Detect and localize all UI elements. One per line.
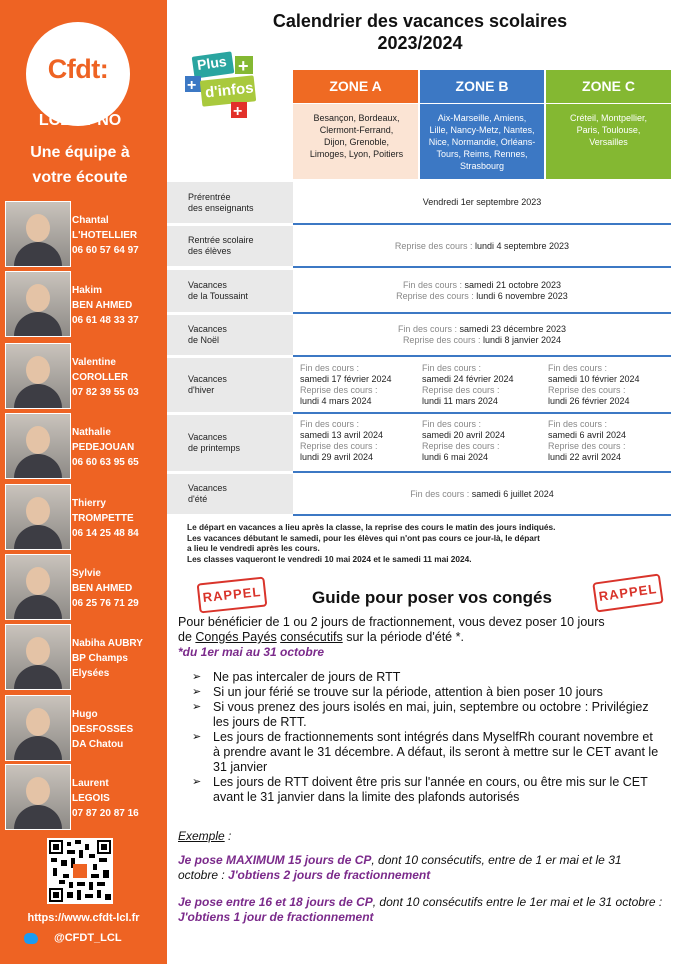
note-line: Le départ en vacances a lieu après la classe, la reprise des cours le matin des jours indiqués. xyxy=(187,522,556,532)
row-label-rentree: Rentrée scolaire des élèves xyxy=(167,226,293,266)
date-text: samedi 6 juillet 2024 xyxy=(471,488,554,499)
contact-line: 06 60 57 64 97 xyxy=(72,245,139,256)
end-label: Fin des cours : xyxy=(402,280,462,290)
twitter-link[interactable] xyxy=(24,932,122,944)
hiver-zone-c: Fin des cours : samedi 10 février 2024 Reprise des cours : lundi 26 février 2024 xyxy=(548,363,640,406)
avatar xyxy=(5,271,71,337)
contact-line: 06 61 48 33 37 xyxy=(72,315,139,326)
contact-line: 06 25 76 71 29 xyxy=(72,598,139,609)
end-label: Fin des cours : xyxy=(397,324,457,334)
printemps-zone-c: Fin des cours : samedi 6 avril 2024 Reprise des cours : lundi 22 avril 2024 xyxy=(548,419,627,462)
contact-line: BEN AHMED xyxy=(72,583,133,594)
contact-line: DA Chatou xyxy=(72,739,124,750)
contact-line: LEGOIS xyxy=(72,793,110,804)
contact-line: Thierry xyxy=(72,498,106,509)
contact-line: Laurent xyxy=(72,778,109,789)
contact-card xyxy=(3,413,163,479)
calendar-notes xyxy=(187,522,657,564)
zone-a-cities: Besançon, Bordeaux, Clermont-Ferrand, Dijon, Grenoble, Limoges, Lyon, Poitiers xyxy=(293,104,418,179)
date-text: lundi 4 septembre 2023 xyxy=(474,240,570,251)
row-label-prerentree: Prérentrée des enseignants xyxy=(167,182,293,223)
contact-card xyxy=(3,764,163,830)
contact-line: DESFOSSES xyxy=(72,724,134,735)
contact-card xyxy=(3,554,163,620)
example-label: Exemple xyxy=(178,829,225,843)
guide-title: Guide pour poser vos congés xyxy=(312,588,552,607)
contact-line: BP Champs xyxy=(72,653,128,664)
date-text: samedi 21 octobre 2023 xyxy=(464,280,562,290)
zone-c-header: ZONE C xyxy=(546,70,671,103)
page-subtitle: 2023/2024 xyxy=(377,33,463,53)
website-link[interactable]: https://www.cfdt-lcl.fr xyxy=(27,912,140,924)
contact-line: BEN AHMED xyxy=(72,300,133,311)
plus-text: Plus xyxy=(196,53,228,73)
tagline-1: Une équipe à xyxy=(30,144,130,161)
zone-b-cities: Aix-Marseille, Amiens, Lille, Nancy-Metz, Nantes, Nice, Normandie, Orléans-Tours, Reims, Rennes, Strasbourg xyxy=(420,104,544,179)
contact-line: COROLLER xyxy=(72,372,129,383)
row-label-ete: Vacances d'été xyxy=(167,474,293,514)
hiver-zone-a: Fin des cours : samedi 17 février 2024 Reprise des cours : lundi 4 mars 2024 xyxy=(300,363,392,406)
row-value-prerentree xyxy=(293,182,671,225)
tagline-2: votre écoute xyxy=(32,169,128,186)
rappel-stamp-left: RAPPEL xyxy=(197,577,268,614)
example-heading: Exemple : xyxy=(178,829,232,843)
cfdt-logo xyxy=(26,22,130,126)
note-line: Les vacances débutant le samedi, pour les élèves qui n'ont pas cours ce jour-là, le départ xyxy=(187,532,540,543)
resume-label: Reprise des cours : xyxy=(396,291,474,301)
row-value-noel xyxy=(293,315,671,357)
list-item: ➢ Si un jour férié se trouve sur la période, attention à bien poser 10 jours xyxy=(188,685,663,700)
row-label-noel: Vacances de Noël xyxy=(167,315,293,355)
zone-c-cities: Créteil, Montpellier, Paris, Toulouse, Versailles xyxy=(546,104,671,179)
printemps-zone-a: Fin des cours : samedi 13 avril 2024 Reprise des cours : lundi 29 avril 2024 xyxy=(300,419,384,462)
contact-line: TROMPETTE xyxy=(72,513,134,524)
example-1: Je pose MAXIMUM 15 jours de CP, dont 10 consécutifs, entre de 1 er mai et le 31 octobre : J'obtiens 2 jours de fractionnement xyxy=(178,853,622,882)
resume-label: Reprise des cours : xyxy=(402,335,481,345)
row-value-toussaint xyxy=(293,270,671,314)
row-label-toussaint: Vacances de la Toussaint xyxy=(167,270,293,312)
list-item: ➢ Si vous prenez des jours isolés en mai, juin, septembre ou octobre : Privilégiez les jours de RTT. xyxy=(188,700,663,730)
list-item: ➢ Ne pas intercaler de jours de RTT xyxy=(188,670,663,685)
contact-card xyxy=(3,624,163,690)
contact-line: Nathalie xyxy=(72,427,111,438)
intro-line: Pour bénéficier de 1 ou 2 jours de fractionnement, vous devez poser 10 jours xyxy=(178,615,605,629)
contact-line: 06 14 25 48 84 xyxy=(72,528,139,539)
list-item: ➢ Les jours de RTT doivent être pris sur l'année en cours, ou être mis sur le CET avant le 31 janvier dans la limite des plafonds autorisés xyxy=(188,775,663,805)
contact-card xyxy=(3,484,163,550)
twitter-handle: @CFDT_LCL xyxy=(54,932,122,944)
row-value-rentree xyxy=(293,226,671,268)
svg-text:+: + xyxy=(187,77,197,94)
conges-payes: Congés Payés xyxy=(195,630,277,644)
avatar xyxy=(5,201,71,267)
end-label: Fin des cours : xyxy=(410,488,470,499)
avatar xyxy=(5,343,71,409)
avatar xyxy=(5,413,71,479)
contact-line: 06 60 63 95 65 xyxy=(72,457,139,468)
zone-b-header: ZONE B xyxy=(420,70,544,103)
contact-line: Hugo xyxy=(72,709,98,720)
row-label-hiver: Vacances d'hiver xyxy=(167,358,293,412)
contact-line: 07 82 39 55 03 xyxy=(72,387,139,398)
guide-bullets xyxy=(188,670,663,805)
plus-infos-logo xyxy=(185,50,261,120)
avatar xyxy=(5,484,71,550)
list-item: ➢ Les jours de fractionnements sont intégrés dans MyselfRh courant novembre et à prendre avant le 31 décembre. A défaut, ils seront à mettre sur le CET avant le 31 janvier xyxy=(188,730,663,775)
date-text: lundi 6 novembre 2023 xyxy=(476,291,568,301)
date-text: Vendredi 1er septembre 2023 xyxy=(422,197,542,207)
row-value-ete xyxy=(293,474,671,516)
contact-line: Hakim xyxy=(72,285,103,296)
qr-code-icon[interactable] xyxy=(47,838,113,904)
guide-intro: Pour bénéficier de 1 ou 2 jours de fractionnement, vous devez poser 10 jours de Congés Payés consécutifs sur la période d'été *. *du 1er mai au 31 octobre xyxy=(178,615,663,660)
avatar xyxy=(5,624,71,690)
logo-text: Cfdt: xyxy=(47,54,109,84)
period-note: *du 1er mai au 31 octobre xyxy=(178,645,325,659)
contact-line: Nabiha AUBRY xyxy=(72,638,143,649)
example-2: Je pose entre 16 et 18 jours de CP, dont 10 consécutifs entre le 1er mai et le 31 octobre : J'obtiens 1 jour de fractionnement xyxy=(178,895,663,924)
contact-line: L'HOTELLIER xyxy=(72,230,138,241)
org-name: LCL GPNO xyxy=(38,112,122,129)
date-text: lundi 8 janvier 2024 xyxy=(483,335,562,345)
avatar xyxy=(5,764,71,830)
row-label-printemps: Vacances de printemps xyxy=(167,415,293,471)
infos-text: d'infos xyxy=(204,79,255,102)
contact-line: PEDEJOUAN xyxy=(72,442,135,453)
sidebar xyxy=(0,0,167,964)
contact-card xyxy=(3,343,163,409)
contact-line: Elysées xyxy=(72,668,110,679)
date-text: samedi 23 décembre 2023 xyxy=(459,324,567,334)
avatar xyxy=(5,554,71,620)
contact-card xyxy=(3,695,163,761)
consecutifs: consécutifs xyxy=(280,630,343,644)
note-line: Les classes vaqueront le vendredi 10 mai 2024 et le samedi 11 mai 2024. xyxy=(187,553,472,564)
svg-text:+: + xyxy=(238,56,249,76)
contact-line: 07 87 20 87 16 xyxy=(72,808,139,819)
rappel-stamp-right: RAPPEL xyxy=(592,573,664,612)
zone-a-header: ZONE A xyxy=(293,70,418,103)
contact-card xyxy=(3,201,163,267)
printemps-zone-b: Fin des cours : samedi 20 avril 2024 Reprise des cours : lundi 6 mai 2024 xyxy=(422,419,506,462)
resume-label: Reprise des cours : xyxy=(394,240,473,251)
contact-line: Sylvie xyxy=(72,568,101,579)
hiver-zone-b: Fin des cours : samedi 24 février 2024 Reprise des cours : lundi 11 mars 2024 xyxy=(422,363,514,406)
note-line: a lieu le vendredi après les cours. xyxy=(187,543,320,553)
contact-card xyxy=(3,271,163,337)
contact-line: Valentine xyxy=(72,357,116,368)
svg-text:+: + xyxy=(233,103,243,120)
contact-line: Chantal xyxy=(72,215,109,226)
avatar xyxy=(5,695,71,761)
twitter-icon xyxy=(24,933,38,944)
page-title: Calendrier des vacances scolaires xyxy=(272,11,568,31)
